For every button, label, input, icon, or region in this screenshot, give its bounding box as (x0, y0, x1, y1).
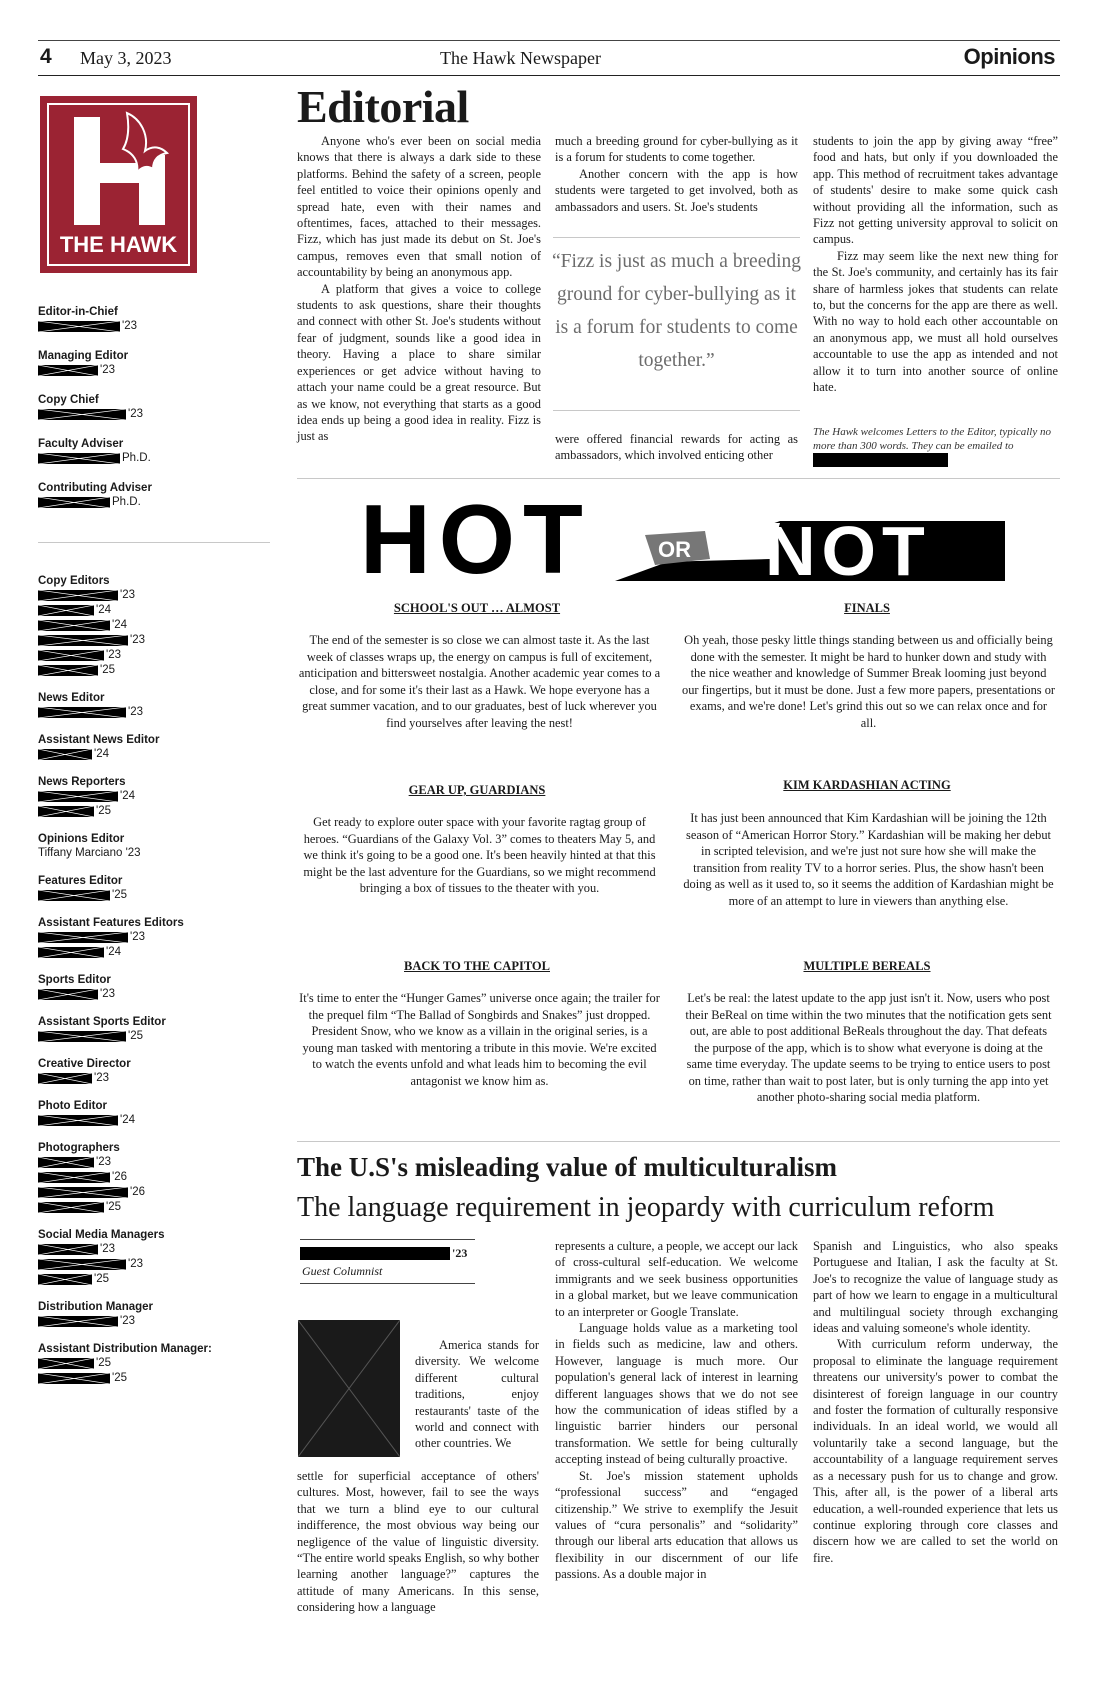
staff-entry (38, 1015, 270, 1044)
staff-name (38, 747, 270, 762)
redacted-name (38, 1274, 92, 1285)
staff-name-suffix: '25 (128, 1030, 143, 1042)
staff-role: Contributing Adviser (38, 482, 152, 494)
staff-name (38, 1314, 270, 1329)
byline-top-rule (300, 1239, 475, 1240)
section-divider (297, 478, 1060, 479)
staff-entry (38, 733, 270, 762)
masthead-divider (38, 542, 270, 543)
byline-year: '23 (452, 1246, 468, 1260)
staff-role: News Editor (38, 692, 105, 704)
staff-entry (38, 1228, 270, 1287)
staff-role: Social Media Managers (38, 1229, 165, 1241)
staff-name (38, 1170, 270, 1185)
photo-placeholder-icon (298, 1320, 400, 1457)
banner-hot-word: HOT (360, 493, 591, 583)
redacted-name (38, 1259, 126, 1270)
redacted-name (38, 989, 98, 1000)
staff-name (38, 648, 270, 663)
staff-name (38, 363, 270, 378)
staff-role: Opinions Editor (38, 833, 125, 845)
hot-item-heading: BACK TO THE CAPITOL (404, 959, 550, 973)
not-item-heading: KIM KARDASHIAN ACTING (783, 778, 951, 792)
redacted-name (38, 1031, 126, 1042)
staff-role: Creative Director (38, 1058, 131, 1070)
staff-name (38, 1371, 270, 1386)
staff-name-suffix: '23 (128, 1258, 143, 1270)
staff-entry (38, 481, 270, 510)
staff-name (38, 319, 270, 334)
redacted-name (38, 947, 104, 958)
staff-name (38, 1356, 270, 1371)
banner-or-word: OR (658, 537, 691, 562)
staff-name (38, 1272, 270, 1287)
staff-name-suffix: '25 (94, 1273, 109, 1285)
article-paragraph: With curriculum reform underway, the proposal to eliminate the language requirement threatens our university's power to combat the disinterest of foreign language in our country and foster the formation of culturally responsive individuals. In an ideal world, we would all voluntarily take a second language, but the accountability of a language requirement serves as a necessary push for us to change and grow. This, after all, is the power of a liberal arts education, a well-rounded experience that lets us continue exploring through core classes and discern how we are called to set the world on fire. (813, 1337, 1058, 1565)
redacted-name (38, 1202, 104, 1213)
staff-name-suffix: Ph.D. (122, 452, 151, 464)
article-paragraph: settle for superficial acceptance of others' cultures. Most, however, fail to see the ways that we turn a blind eye to our cultural indifference, the most obvious way being our negligence of the value of linguistic diversity. “The entire world speaks English, so why bother learning another language?” captures the attitude of many Americans. In this sense, considering how a language (297, 1469, 539, 1615)
staff-name-suffix: '23 (120, 1315, 135, 1327)
hot-or-not-banner (360, 493, 1005, 583)
staff-name-suffix: '23 (94, 1072, 109, 1084)
hot-item-body: Get ready to explore outer space with your favorite ragtag group of heroes. “Guardians of the Galaxy Vol. 3” comes to theaters May 5, and we think it's going to be a good one. It's been heavily hinted at that this might be the last adventure for the Guardians, so we might recommend bringing a box of tissues to the theater with you. (303, 815, 656, 895)
staff-role: Faculty Adviser (38, 438, 124, 450)
not-item-body: Let's be real: the latest update to the app just isn't it. Now, users who post their BeReal on time within the two minutes that the notification gets sent out, are able to post additional BeReals throughout the day. That defeats the purpose of the app, which is to show what everyone is doing at the same time everyday. The update seems to be trying to entice users to post on time, rather than wait to post later, but is only turning the app into yet another photo-sharing social media platform. (685, 991, 1052, 1104)
article-title: The U.S's misleading value of multiculturalism (297, 1152, 838, 1182)
staff-name-suffix: '24 (106, 946, 121, 958)
byline-bottom-rule (300, 1283, 475, 1284)
staff-name (38, 705, 270, 720)
staff-entry (38, 1057, 270, 1086)
banner-not-word: NOT (765, 512, 931, 583)
staff-name (38, 407, 270, 422)
redacted-name (38, 321, 120, 332)
pull-quote-top-rule (553, 237, 800, 238)
staff-role: Assistant Distribution Manager: (38, 1343, 212, 1355)
hot-item-body: It's time to enter the “Hunger Games” universe once again; the trailer for the prequel film “The Ballad of Songbirds and Snakes” just dropped. President Snow, who we know as a villain in the original series, is a young man tasked with mentoring a tribute in this movie. We're excited to watch the events unfold and what leads him to becoming the evil antagonist we know him as. (299, 991, 660, 1088)
staff-name-suffix: '26 (130, 1186, 145, 1198)
staff-role: Features Editor (38, 875, 123, 887)
letters-note: The Hawk welcomes Letters to the Editor, typically no more than 300 words. They can be emailed to (813, 426, 1051, 452)
redacted-name (38, 1172, 110, 1183)
article-paragraph: St. Joe's mission statement upholds “professional success” and “engaged citizenship.” We strive to exemplify the Jesuit values of “cura personalis” and “solidarity” through our liberal arts education that allows us flexibility in our discernment of our life passions. As a double major in (555, 1468, 798, 1582)
editorial-column-2 (555, 133, 798, 215)
staff-entry (38, 691, 270, 720)
staff-role: Assistant Sports Editor (38, 1016, 166, 1028)
staff-name (38, 945, 270, 960)
staff-entry (38, 393, 270, 422)
staff-name (38, 1113, 270, 1128)
article-column-2 (555, 1238, 798, 1583)
editorial-paragraph: students to join the app by giving away “free” food and hats, but only if you downloaded the app. This method of recruitment takes advantage of students' desire to make some quick cash without providing all the information, such as Fizz not getting university approval to solicit on campus. (813, 134, 1058, 247)
redacted-name (38, 890, 110, 901)
staff-name (38, 495, 270, 510)
redacted-name (38, 497, 110, 508)
article-paragraph: Language holds value as a marketing tool in fields such as medicine, law and others. However, language is much more. Our population's general lack of interest in learning different languages shows that we do not see how the communication of ideas stifled by a linguistic barrier hinders our personal transformation. We settle for being culturally accepting instead of being culturally proactive. (555, 1321, 798, 1467)
staff-name (38, 930, 270, 945)
redacted-name (38, 1073, 92, 1084)
article-paragraph: represents a culture, a people, we accept our lack of cross-cultural self-education. We welcome immigrants and we seek business opportunities in a global market, but we leave communication to an interpreter or Google Translate. (555, 1239, 798, 1319)
staff-entry (38, 1300, 270, 1329)
redacted-name (38, 365, 98, 376)
redacted-name (38, 453, 120, 464)
redacted-name (38, 1187, 128, 1198)
staff-name (38, 1242, 270, 1257)
not-item-body: Oh yeah, those pesky little things standing between us and officially being done with the semester. It might be hard to hunker down and study with the nice weather and knowledge of Summer Break looming just beyond our fingertips, but it must be done. Just a few more papers, presentations or exams, and we're done! Let's grind this out so we can relax once and for all. (682, 633, 1056, 730)
staff-name-suffix: '25 (112, 1372, 127, 1384)
redacted-name (38, 932, 128, 943)
staff-name-suffix: '23 (120, 589, 135, 601)
staff-entry (38, 574, 270, 678)
not-item-heading: FINALS (844, 601, 890, 615)
header-bottom-rule (38, 75, 1060, 76)
redacted-author-name (300, 1247, 450, 1260)
staff-role: Sports Editor (38, 974, 111, 986)
staff-name (38, 1257, 270, 1272)
redacted-name (38, 590, 118, 601)
redacted-email (813, 453, 948, 467)
staff-name (38, 618, 270, 633)
redacted-name (38, 1157, 94, 1168)
redacted-name (38, 1358, 94, 1369)
staff-name: Tiffany Marciano '23 (38, 847, 141, 859)
staff-name (38, 1071, 270, 1086)
section-name: Opinions (963, 44, 1055, 69)
staff-role: Editor-in-Chief (38, 306, 118, 318)
masthead-staff-bottom (38, 574, 270, 1399)
redacted-name (38, 749, 92, 760)
redacted-name (38, 665, 98, 676)
editorial-paragraph: A platform that gives a voice to college students to ask questions, share their thoughts and connect with other St. Joe's students without fear of judgment, sounds like a good idea in theory. Having a place to share similar experiences or get advice without having to attach your name could be a great resource. But as we know, not everything that starts as a good idea ends up being a good idea in reality. Fizz is just as (297, 281, 541, 444)
byline-role: Guest Columnist (302, 1264, 383, 1278)
staff-name-suffix: '25 (96, 805, 111, 817)
redacted-name (38, 409, 126, 420)
staff-name (38, 1200, 270, 1215)
staff-name-suffix: '23 (106, 649, 121, 661)
redacted-name (38, 650, 104, 661)
article-column-3 (813, 1238, 1058, 1566)
redacted-name (38, 707, 126, 718)
hawk-logo (40, 96, 197, 273)
staff-name (38, 663, 270, 678)
author-photo-placeholder (298, 1320, 400, 1457)
staff-name-suffix: '24 (112, 619, 127, 631)
staff-name-suffix: '23 (100, 364, 115, 376)
article-paragraph: America stands for diversity. We welcome different cultural traditions, enjoy restaurants' taste of the world and connect with other countries. We (415, 1338, 539, 1451)
staff-entry (38, 349, 270, 378)
staff-entry (38, 1099, 270, 1128)
editorial-paragraph: were offered financial rewards for acting as ambassadors, which involved enticing other (555, 432, 798, 463)
staff-entry (38, 305, 270, 334)
editorial-title: Editorial (297, 81, 469, 132)
staff-name-suffix: '24 (120, 790, 135, 802)
staff-name-suffix: '23 (100, 988, 115, 1000)
staff-entry (38, 874, 270, 903)
staff-entry (38, 973, 270, 1002)
staff-name (38, 789, 270, 804)
header-top-rule (38, 40, 1060, 41)
editorial-paragraph: Another concern with the app is how students were targeted to get involved, both as ambassadors and users. St. Joe's students (555, 166, 798, 214)
staff-entry (38, 775, 270, 819)
page-number: 4 (40, 45, 52, 68)
staff-name-suffix: '25 (112, 889, 127, 901)
staff-name (38, 888, 270, 903)
staff-entry (38, 1141, 270, 1215)
hawk-emblem-icon (49, 105, 188, 227)
staff-role: Assistant Features Editors (38, 917, 184, 929)
redacted-name (38, 620, 110, 631)
staff-name (38, 1029, 270, 1044)
staff-role: Managing Editor (38, 350, 129, 362)
staff-name-suffix: '23 (130, 634, 145, 646)
staff-entry (38, 916, 270, 960)
staff-role: Copy Editors (38, 575, 110, 587)
staff-name-suffix: '23 (128, 408, 143, 420)
article-paragraph: Spanish and Linguistics, who also speaks Portuguese and Italian, I ask the faculty at St. Joe's to recognize the value of language study as part of how we learn to engage in a multicultural and multilingual society through exchanging ideas and valuing someone's whole identity. (813, 1239, 1058, 1336)
redacted-name (38, 1373, 110, 1384)
staff-name-suffix: '23 (96, 1156, 111, 1168)
redacted-name (38, 1115, 118, 1126)
staff-name-suffix: '23 (130, 931, 145, 943)
staff-name-suffix: Ph.D. (112, 496, 141, 508)
redacted-name (38, 791, 118, 802)
staff-role: Photographers (38, 1142, 120, 1154)
staff-name-suffix: '23 (128, 706, 143, 718)
logo-text: THE HAWK (59, 232, 178, 257)
editorial-column-3 (813, 133, 1058, 396)
staff-role: News Reporters (38, 776, 126, 788)
article-subtitle: The language requirement in jeopardy with curriculum reform (297, 1192, 995, 1223)
redacted-name (38, 1244, 98, 1255)
staff-name-suffix: '24 (120, 1114, 135, 1126)
staff-name (38, 987, 270, 1002)
hot-item-body: The end of the semester is so close we can almost taste it. As the last week of classes wraps up, the energy on campus is full of excitement, anticipation and bittersweet nostalgia. Another academic year comes to a close, and for some it's their last as a Hawk. We hope everyone has a great summer vacation, and to our graduates, best of luck wherever you find yourselves after leaving the nest! (298, 633, 661, 730)
section-divider (297, 1141, 1060, 1142)
staff-entry (38, 1342, 270, 1386)
staff-role: Copy Chief (38, 394, 99, 406)
staff-name-suffix: '26 (112, 1171, 127, 1183)
article-column-1 (297, 1468, 539, 1616)
staff-role: Assistant News Editor (38, 734, 160, 746)
staff-name (38, 804, 270, 819)
staff-name (38, 451, 270, 466)
editorial-column-1 (297, 133, 541, 445)
staff-name (38, 633, 270, 648)
staff-name (38, 1155, 270, 1170)
pull-quote: “Fizz is just as much a breeding ground for cyber-bullying as it is a forum for students to come together.” (551, 251, 802, 371)
hot-item-heading: SCHOOL'S OUT … ALMOST (393, 601, 561, 615)
redacted-name (38, 635, 128, 646)
staff-name (38, 1185, 270, 1200)
staff-name-suffix: '25 (106, 1201, 121, 1213)
not-item-body: It has just been announced that Kim Kardashian will be joining the 12th season of “American Horror Story.” Kardashian will be making her debut in scripted television, and we're just not sure how she will make the transition from reality TV to a horror series. Plus, the show hasn't been doing as well as it used to, so it seems the addition of Kardashian might be more of an attempt to lure in viewers than anything else. (683, 811, 1054, 908)
editorial-column-2-bottom (555, 431, 798, 464)
hot-item-heading: GEAR UP, GUARDIANS (408, 783, 546, 797)
staff-name-suffix: '23 (100, 1243, 115, 1255)
staff-name-suffix: '24 (94, 748, 109, 760)
redacted-name (38, 1316, 118, 1327)
editorial-paragraph: Anyone who's ever been on social media knows that there is always a dark side to these platforms. Behind the safety of a screen, people feel entitled to voice their opinions openly and spread hate, even with their names and oftentimes, faces, attached to their messages. Fizz, which has just made its debut on St. Joe's campus, removes even that small notion of accountability by being an anonymous app. (297, 134, 541, 280)
issue-date: May 3, 2023 (80, 48, 172, 68)
editorial-paragraph: much a breeding ground for cyber-bullying as it is a forum for students to come together. (555, 134, 798, 165)
staff-entry (38, 437, 270, 466)
staff-name-suffix: '25 (96, 1357, 111, 1369)
pull-quote-bottom-rule (553, 410, 800, 411)
staff-entry (38, 832, 270, 861)
newspaper-title: The Hawk Newspaper (440, 48, 601, 68)
staff-name (38, 603, 270, 618)
editorial-paragraph: Fizz may seem like the next new thing for the St. Joe's community, and certainly has its fair share of harmless jokes that students can relate to, but the concerns for the app are there as well. With no way to hold each other accountable on an anonymous app, we must all hold ourselves accountable to use the app as intended and not allow it to turn into another source of online hate. (813, 248, 1058, 395)
byline (300, 1246, 475, 1261)
redacted-name (38, 605, 94, 616)
staff-role: Photo Editor (38, 1100, 107, 1112)
staff-role: Distribution Manager (38, 1301, 154, 1313)
staff-name (38, 588, 270, 603)
masthead-staff-top (38, 305, 270, 525)
staff-name-suffix: '23 (122, 320, 137, 332)
redacted-name (38, 806, 94, 817)
staff-name-suffix: '24 (96, 604, 111, 616)
article-column-1-wrap (415, 1337, 539, 1452)
staff-name-suffix: '25 (100, 664, 115, 676)
not-item-heading: MULTIPLE BEREALS (803, 959, 931, 973)
